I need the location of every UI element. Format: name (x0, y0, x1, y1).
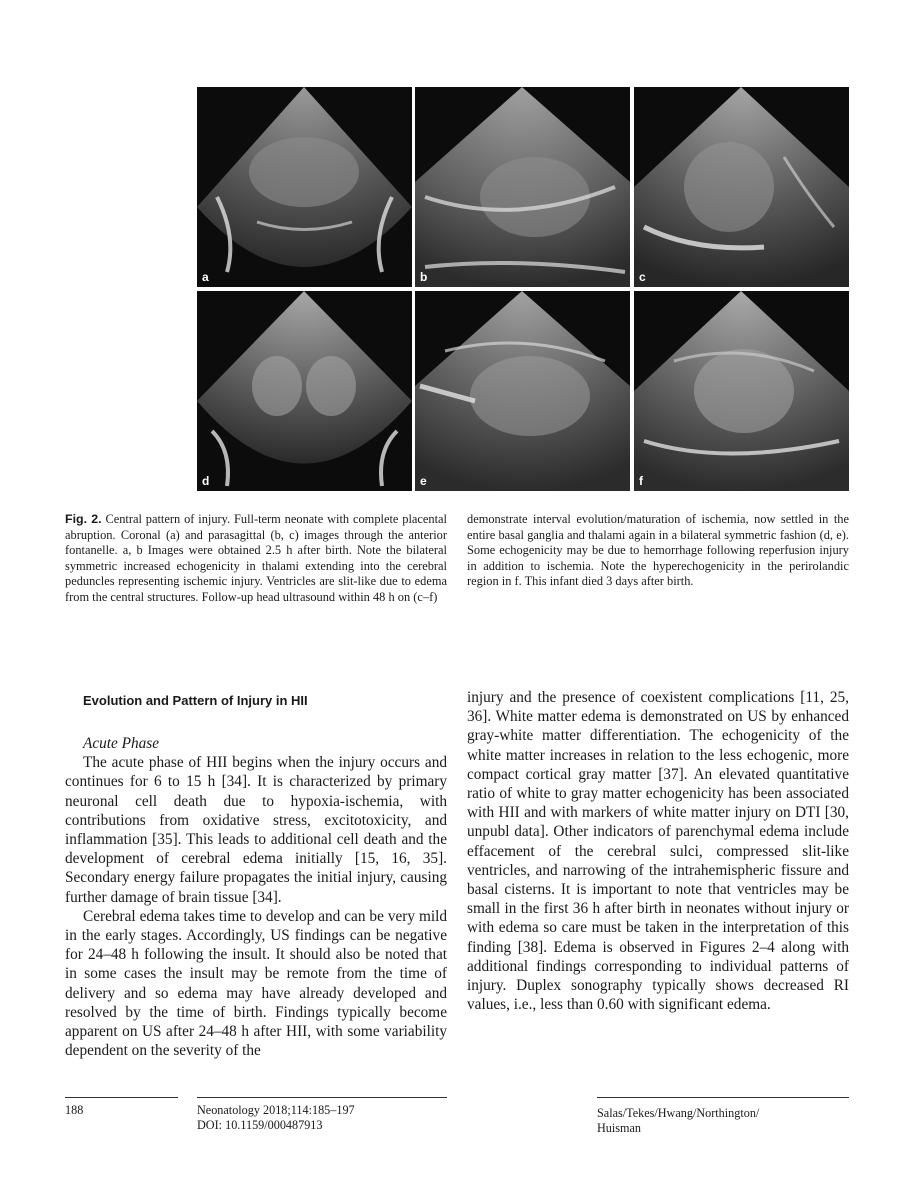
ultrasound-panel (634, 291, 849, 491)
panel-label: b (420, 270, 428, 284)
journal-reference: Neonatology 2018;114:185–197 (197, 1103, 355, 1117)
body-paragraph: The acute phase of HII begins when the injury occurs and continues for 6 to 15 h [34]. It is characterized by primary neuronal cell death due to hypoxia-ischemia, with contributions from oxidative stress, excitotoxicity, and inflammation [35]. This leads to additional cell death and the development of cerebral edema initially [15, 16, 35]. Secondary energy failure propagates the initial injury, causing further damage of brain tissue [34]. (65, 754, 447, 906)
figure-caption-right: demonstrate interval evolution/maturation of ischemia, now settled in the entire basal ganglia and thalami again in a bilateral symmetric fashion (d, e). Some echogenicity may be due to hemorrhage following reperfusion injury in addition to ischemia. Note the hyperechogenicity in the perirolandic region in f. This infant died 3 days after birth. (467, 512, 849, 589)
subsection-heading: Acute Phase (83, 735, 160, 752)
panel-label: d (202, 474, 210, 488)
ultrasound-panel (415, 87, 630, 287)
coronal-ultrasound-image (197, 291, 412, 491)
body-paragraph: injury and the presence of coexistent complications [11, 25, 36]. White matter edema is demonstrated on US by enhanced gray-white matter differentiation. The echogenicity of the white matter increases in relation to the less echogenic, more compact cortical gray matter [37]. An elevated quantitative ratio of white to gray matter echogenicity has been associated with HII and with markers of white matter injury on DTI [30, unpubl data]. Other indicators of parenchymal edema include effacement of the cerebral sulci, compressed slit-like ventricles, and narrowing of the intrahemispheric fissure and basal cisterns. It is important to note that ventricles may be small in the first 36 h after birth in neonates without injury or with edema so care must be taken in the interpretation of this finding [38]. Edema is observed in Figures 2–4 along with additional findings corresponding to individual patterns of injury. Duplex sonography typically shows decreased RI values, i.e., less than 0.60 with significant edema. (467, 689, 849, 1014)
panel-label: f (639, 474, 643, 488)
body-column-left (65, 734, 447, 1060)
journal-citation (197, 1103, 355, 1133)
panel-label: e (420, 474, 427, 488)
author-list (597, 1106, 759, 1136)
ultrasound-panel (415, 291, 630, 491)
ultrasound-figure (197, 87, 849, 491)
footer-rule (597, 1097, 849, 1098)
caption-text: Central pattern of injury. Full-term neonate with complete placental abruption. Coronal (a) and parasagittal (b, c) images through the anterior fontanelle. a, b Images were obtained 2.5 h after birth. Note the bilateral symmetric increased echogenicity in thalami extending into the cerebral peduncles representing ischemic injury. Ventricles are slit-like due to edema from the central structures. Follow-up head ultrasound within 48 h on (c–f) (65, 512, 447, 604)
author-line: Huisman (597, 1121, 642, 1135)
panel-label: a (202, 270, 209, 284)
parasagittal-ultrasound-image (415, 87, 630, 287)
parasagittal-ultrasound-image (415, 291, 630, 491)
body-paragraph: Cerebral edema takes time to develop and can be very mild in the early stages. Accordingly, US findings can be negative for 24–48 h following the insult. It should also be noted that in some cases the insult may be remote from the time of delivery and so edema may have already developed and resolved by the time of birth. Findings typically become apparent on US after 24–48 h after HII, with some variability dependent on the severity of the (65, 907, 447, 1060)
page-number: 188 (65, 1103, 84, 1117)
footer-rule (65, 1097, 178, 1098)
panel-label: c (639, 270, 646, 284)
parasagittal-ultrasound-image (634, 291, 849, 491)
section-heading: Evolution and Pattern of Injury in HII (83, 693, 308, 708)
ultrasound-panel (197, 291, 412, 491)
coronal-ultrasound-image (197, 87, 412, 287)
body-column-right (467, 688, 849, 1014)
author-line: Salas/Tekes/Hwang/Northington/ (597, 1106, 760, 1120)
doi-text: DOI: 10.1159/000487913 (197, 1118, 323, 1132)
ultrasound-panel (197, 87, 412, 287)
parasagittal-ultrasound-image (634, 87, 849, 287)
ultrasound-panel (634, 87, 849, 287)
figure-label: Fig. 2. (65, 512, 102, 526)
footer-rule (197, 1097, 447, 1098)
figure-caption-left (65, 512, 447, 606)
